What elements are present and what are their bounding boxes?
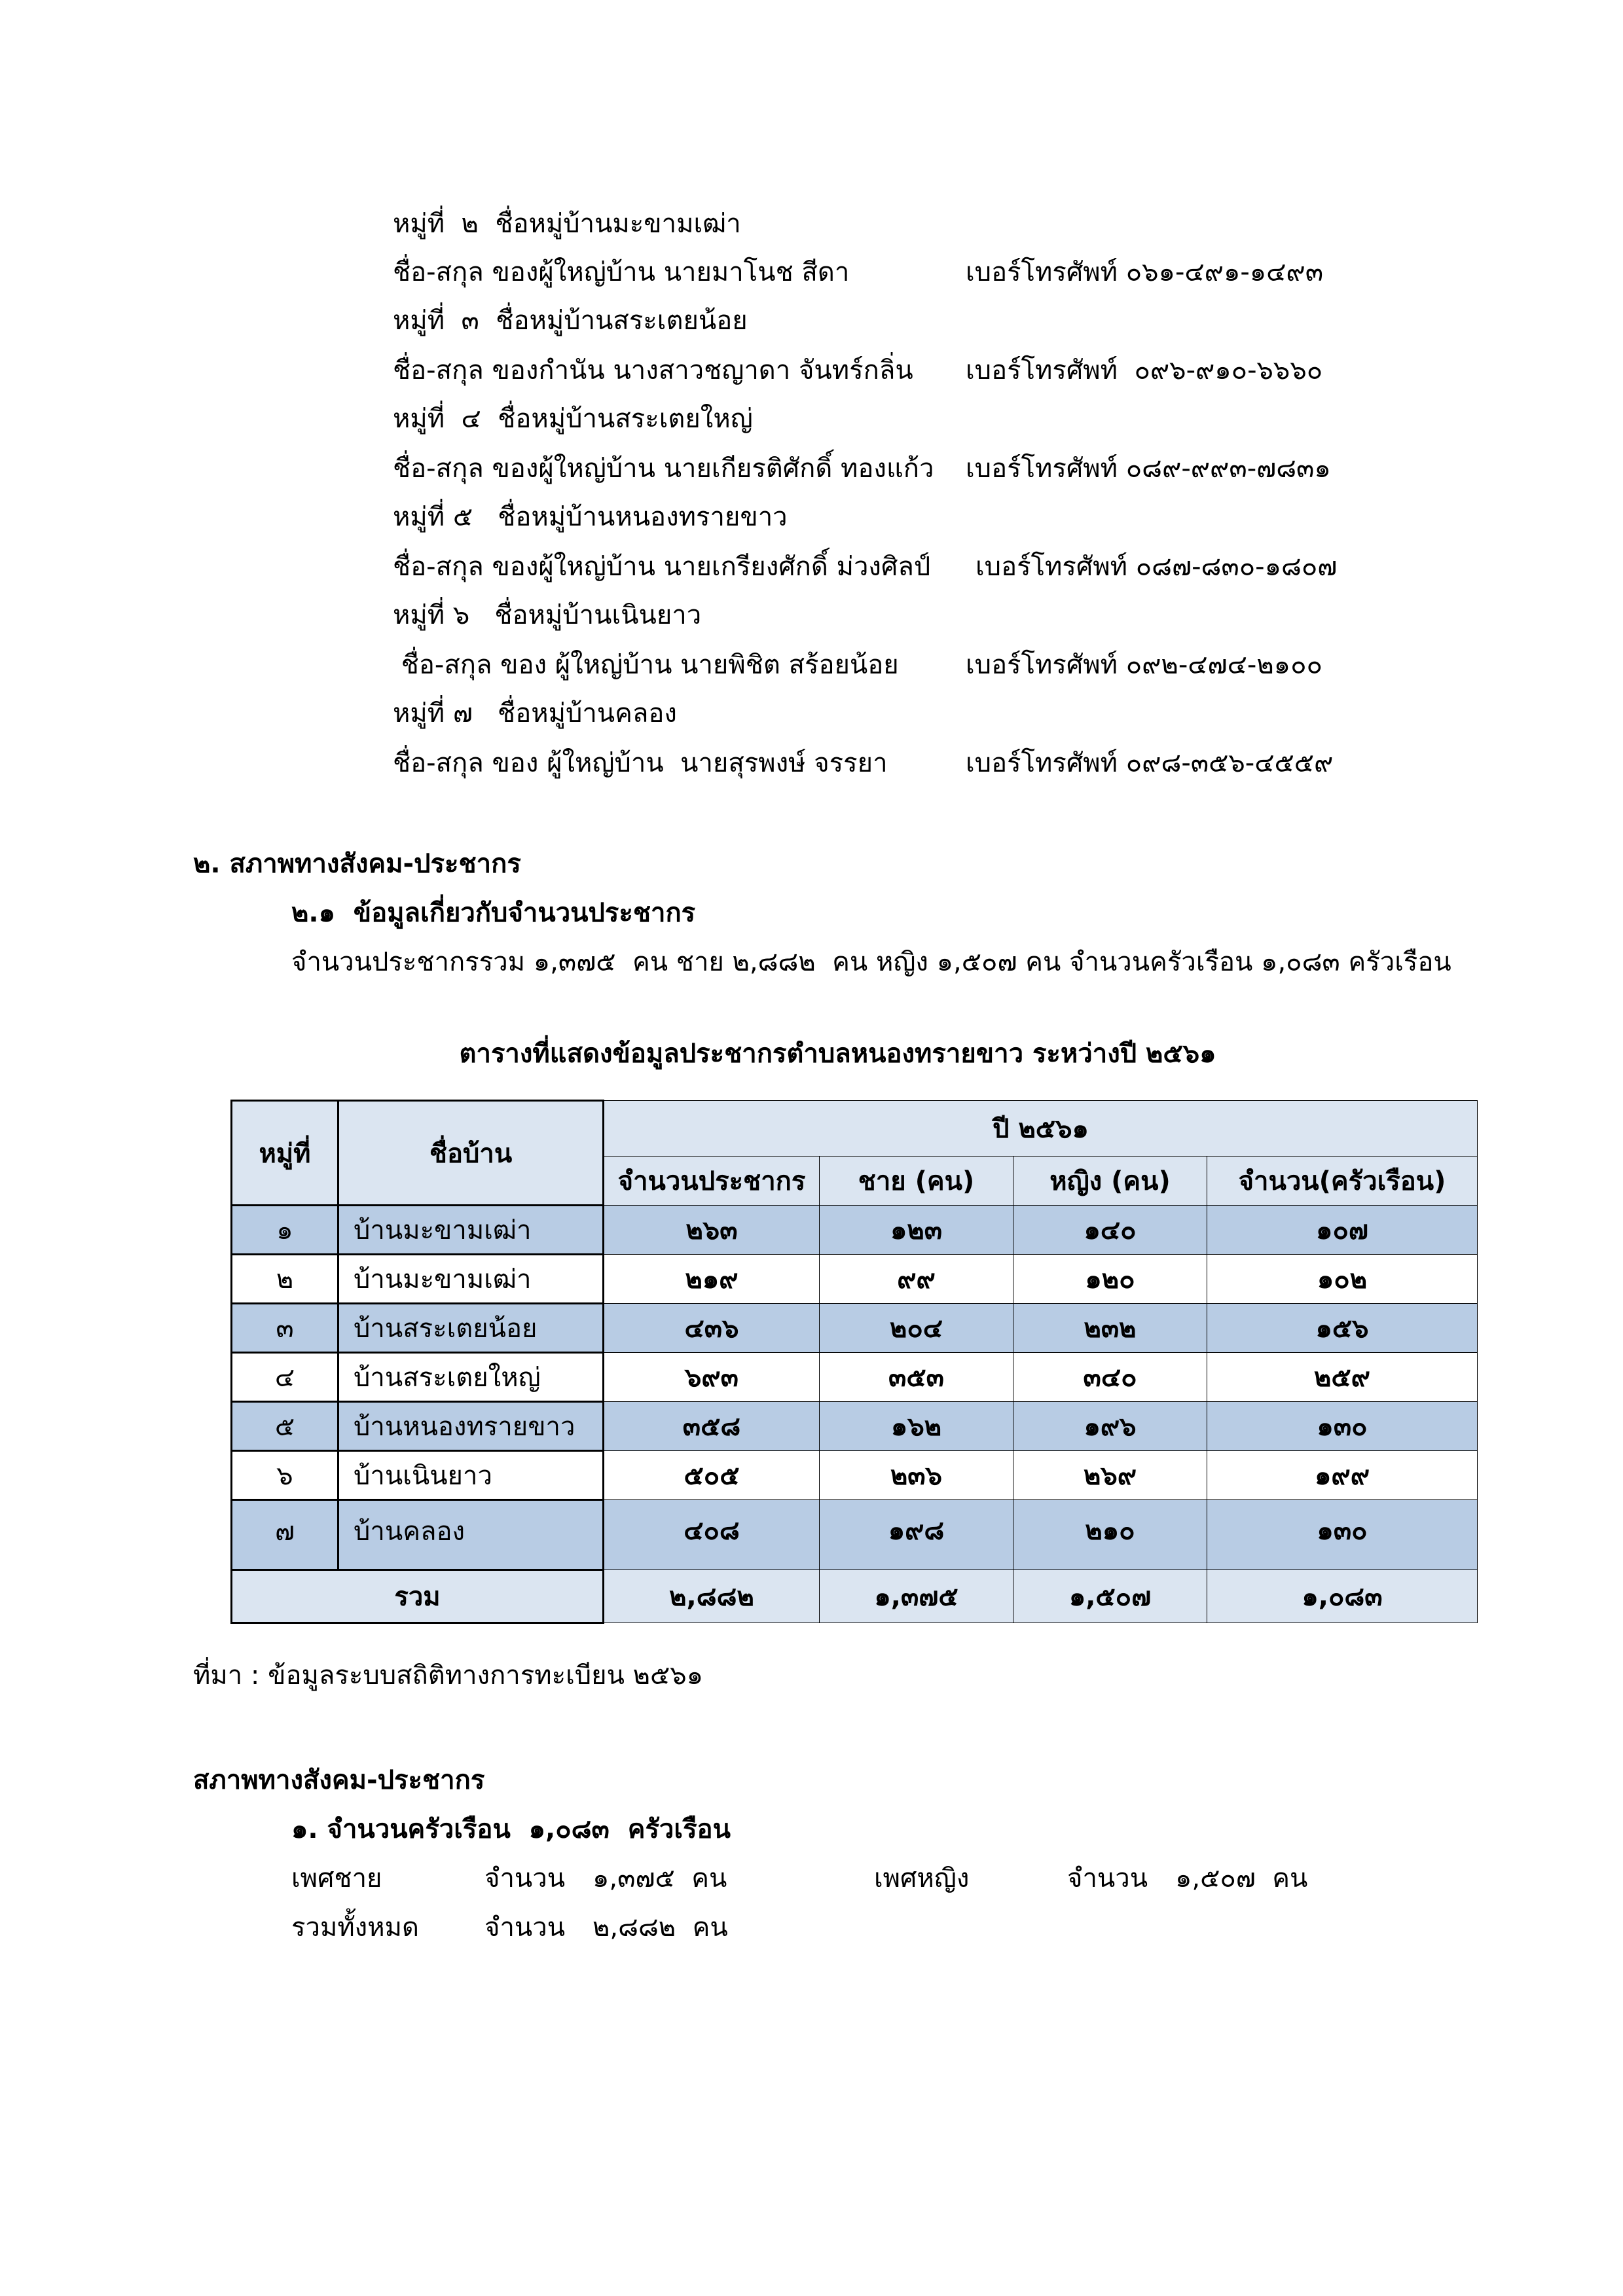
contact-line: ชื่อ-สกุล ของผู้ใหญ่บ้าน นายเกียรติศักดิ์ ทองแก้ว [393, 454, 934, 484]
total-male: ๑,๓๗๕ [820, 1570, 1013, 1623]
cell-female: ๑๙๖ [1013, 1402, 1207, 1451]
cell-female: ๒๑๐ [1013, 1500, 1207, 1570]
cell-moo: ๑ [232, 1206, 338, 1255]
contact-line: ชื่อ-สกุล ของ ผู้ใหญ่บ้าน นายพิชิต สร้อยน้อย [393, 650, 899, 680]
cell-male: ๑๖๒ [820, 1402, 1013, 1451]
total-households: ๑,๐๘๓ [1207, 1570, 1478, 1623]
households-line: ๑. จำนวนครัวเรือน ๑,๐๘๓ ครัวเรือน [291, 1814, 731, 1844]
cell-moo: ๓ [232, 1304, 338, 1353]
female-value: ๑,๕๐๗ คน [1175, 1863, 1308, 1893]
cell-population: ๒๑๙ [604, 1255, 820, 1304]
cell-households: ๒๕๙ [1207, 1353, 1478, 1402]
cell-households: ๑๐๗ [1207, 1206, 1478, 1255]
cell-village-name: บ้านคลอง [338, 1500, 604, 1570]
cell-female: ๑๒๐ [1013, 1255, 1207, 1304]
cell-female: ๒๓๒ [1013, 1304, 1207, 1353]
cell-male: ๒๓๖ [820, 1451, 1013, 1500]
social-heading: สภาพทางสังคม-ประชากร [193, 1765, 485, 1795]
cell-village-name: บ้านเนินยาว [338, 1451, 604, 1500]
cell-village-name: บ้านสระเตยใหญ่ [338, 1353, 604, 1402]
cell-households: ๑๓๐ [1207, 1500, 1478, 1570]
phone-number: เบอร์โทรศัพท์ ๐๖๑-๔๙๑-๑๔๙๓ [966, 257, 1324, 287]
table-row [232, 1402, 1478, 1451]
population-summary: จำนวนประชากรรวม ๑,๓๗๕ คน ชาย ๒,๘๘๒ คน หญิง ๑,๕๐๗ คน จำนวนครัวเรือน ๑,๐๘๓ ครัวเรือน [291, 947, 1451, 977]
cell-female: ๓๔๐ [1013, 1353, 1207, 1402]
contact-line: ชื่อ-สกุล ของ ผู้ใหญ่บ้าน นายสุรพงษ์ จรรยา [393, 748, 888, 778]
phone-number: เบอร์โทรศัพท์ ๐๙๘-๓๕๖-๔๕๕๙ [966, 748, 1334, 778]
table-row [232, 1304, 1478, 1353]
total-label: รวม [232, 1570, 604, 1623]
table-row [232, 1451, 1478, 1500]
cell-village-name: บ้านหนองทรายขาว [338, 1402, 604, 1451]
contact-line: ชื่อ-สกุล ของผู้ใหญ่บ้าน นายมาโนช สีดา [393, 257, 850, 287]
cell-households: ๑๕๖ [1207, 1304, 1478, 1353]
table-row [232, 1255, 1478, 1304]
header-male: ชาย (คน) [820, 1157, 1013, 1206]
moo-line: หมู่ที่ ๒ ชื่อหมู่บ้านมะขามเฒ่า [393, 209, 741, 239]
table-total-row [232, 1570, 1478, 1623]
header-population: จำนวนประชากร [604, 1157, 820, 1206]
cell-village-name: บ้านสระเตยน้อย [338, 1304, 604, 1353]
female-label: เพศหญิง [874, 1863, 970, 1893]
header-year-group: ปี ๒๕๖๑ [604, 1101, 1478, 1157]
cell-households: ๑๓๐ [1207, 1402, 1478, 1451]
cell-population: ๕๐๕ [604, 1451, 820, 1500]
cell-male: ๑๙๘ [820, 1500, 1013, 1570]
phone-number: เบอร์โทรศัพท์ ๐๙๒-๔๗๔-๒๑๐๐ [966, 650, 1322, 680]
cell-village-name: บ้านมะขามเฒ่า [338, 1206, 604, 1255]
table-row [232, 1206, 1478, 1255]
cell-moo: ๒ [232, 1255, 338, 1304]
cell-male: ๒๐๔ [820, 1304, 1013, 1353]
cell-male: ๓๕๓ [820, 1353, 1013, 1402]
phone-number: เบอร์โทรศัพท์ ๐๘๙-๙๙๓-๗๘๓๑ [966, 454, 1331, 484]
cell-village-name: บ้านมะขามเฒ่า [338, 1255, 604, 1304]
section-heading: ๒. สภาพทางสังคม-ประชากร [193, 849, 521, 879]
male-count-label: จำนวน [484, 1863, 566, 1893]
total-label: รวมทั้งหมด [291, 1912, 419, 1943]
table-source: ที่มา : ข้อมูลระบบสถิติทางการทะเบียน ๒๕๖๑ [193, 1660, 704, 1691]
total-female: ๑,๕๐๗ [1013, 1570, 1207, 1623]
table-row [232, 1500, 1478, 1570]
cell-households: ๑๐๒ [1207, 1255, 1478, 1304]
contact-line: ชื่อ-สกุล ของผู้ใหญ่บ้าน นายเกรียงศักดิ์ ม่วงศิลป์ [393, 552, 931, 582]
cell-population: ๓๕๘ [604, 1402, 820, 1451]
cell-moo: ๕ [232, 1402, 338, 1451]
cell-female: ๒๖๙ [1013, 1451, 1207, 1500]
population-table [230, 1100, 1478, 1624]
header-households: จำนวน(ครัวเรือน) [1207, 1157, 1478, 1206]
header-female: หญิง (คน) [1013, 1157, 1207, 1206]
table-row [232, 1353, 1478, 1402]
male-label: เพศชาย [291, 1863, 382, 1893]
cell-moo: ๖ [232, 1451, 338, 1500]
total-population: ๒,๘๘๒ [604, 1570, 820, 1623]
contact-line: ชื่อ-สกุล ของกำนัน นางสาวชญาดา จันทร์กลิ่น [393, 355, 913, 386]
moo-line: หมู่ที่ ๗ ชื่อหมู่บ้านคลอง [393, 698, 677, 728]
cell-moo: ๗ [232, 1500, 338, 1570]
cell-population: ๔๓๖ [604, 1304, 820, 1353]
male-value: ๑,๓๗๕ คน [593, 1863, 727, 1893]
total-value: ๒,๘๘๒ คน [593, 1912, 728, 1943]
header-village-name: ชื่อบ้าน [338, 1101, 604, 1206]
phone-number: เบอร์โทรศัพท์ ๐๘๗-๘๓๐-๑๘๐๗ [976, 552, 1338, 582]
cell-population: ๖๙๓ [604, 1353, 820, 1402]
cell-population: ๔๐๘ [604, 1500, 820, 1570]
cell-moo: ๔ [232, 1353, 338, 1402]
female-count-label: จำนวน [1067, 1863, 1148, 1893]
cell-households: ๑๙๙ [1207, 1451, 1478, 1500]
cell-population: ๒๖๓ [604, 1206, 820, 1255]
header-moo: หมู่ที่ [232, 1101, 338, 1206]
cell-male: ๙๙ [820, 1255, 1013, 1304]
sub-heading: ๒.๑ ข้อมูลเกี่ยวกับจำนวนประชากร [291, 898, 696, 928]
moo-line: หมู่ที่ ๓ ชื่อหมู่บ้านสระเตยน้อย [393, 306, 748, 336]
moo-line: หมู่ที่ ๖ ชื่อหมู่บ้านเนินยาว [393, 600, 702, 630]
moo-line: หมู่ที่ ๔ ชื่อหมู่บ้านสระเตยใหญ่ [393, 404, 753, 434]
cell-male: ๑๒๓ [820, 1206, 1013, 1255]
phone-number: เบอร์โทรศัพท์ ๐๙๖-๙๑๐-๖๖๖๐ [966, 355, 1323, 386]
cell-female: ๑๔๐ [1013, 1206, 1207, 1255]
total-count-label: จำนวน [484, 1912, 566, 1943]
moo-line: หมู่ที่ ๕ ชื่อหมู่บ้านหนองทรายขาว [393, 502, 788, 532]
table-title: ตารางที่แสดงข้อมูลประชากรตำบลหนองทรายขาว ระหว่างปี ๒๕๖๑ [459, 1039, 1216, 1069]
